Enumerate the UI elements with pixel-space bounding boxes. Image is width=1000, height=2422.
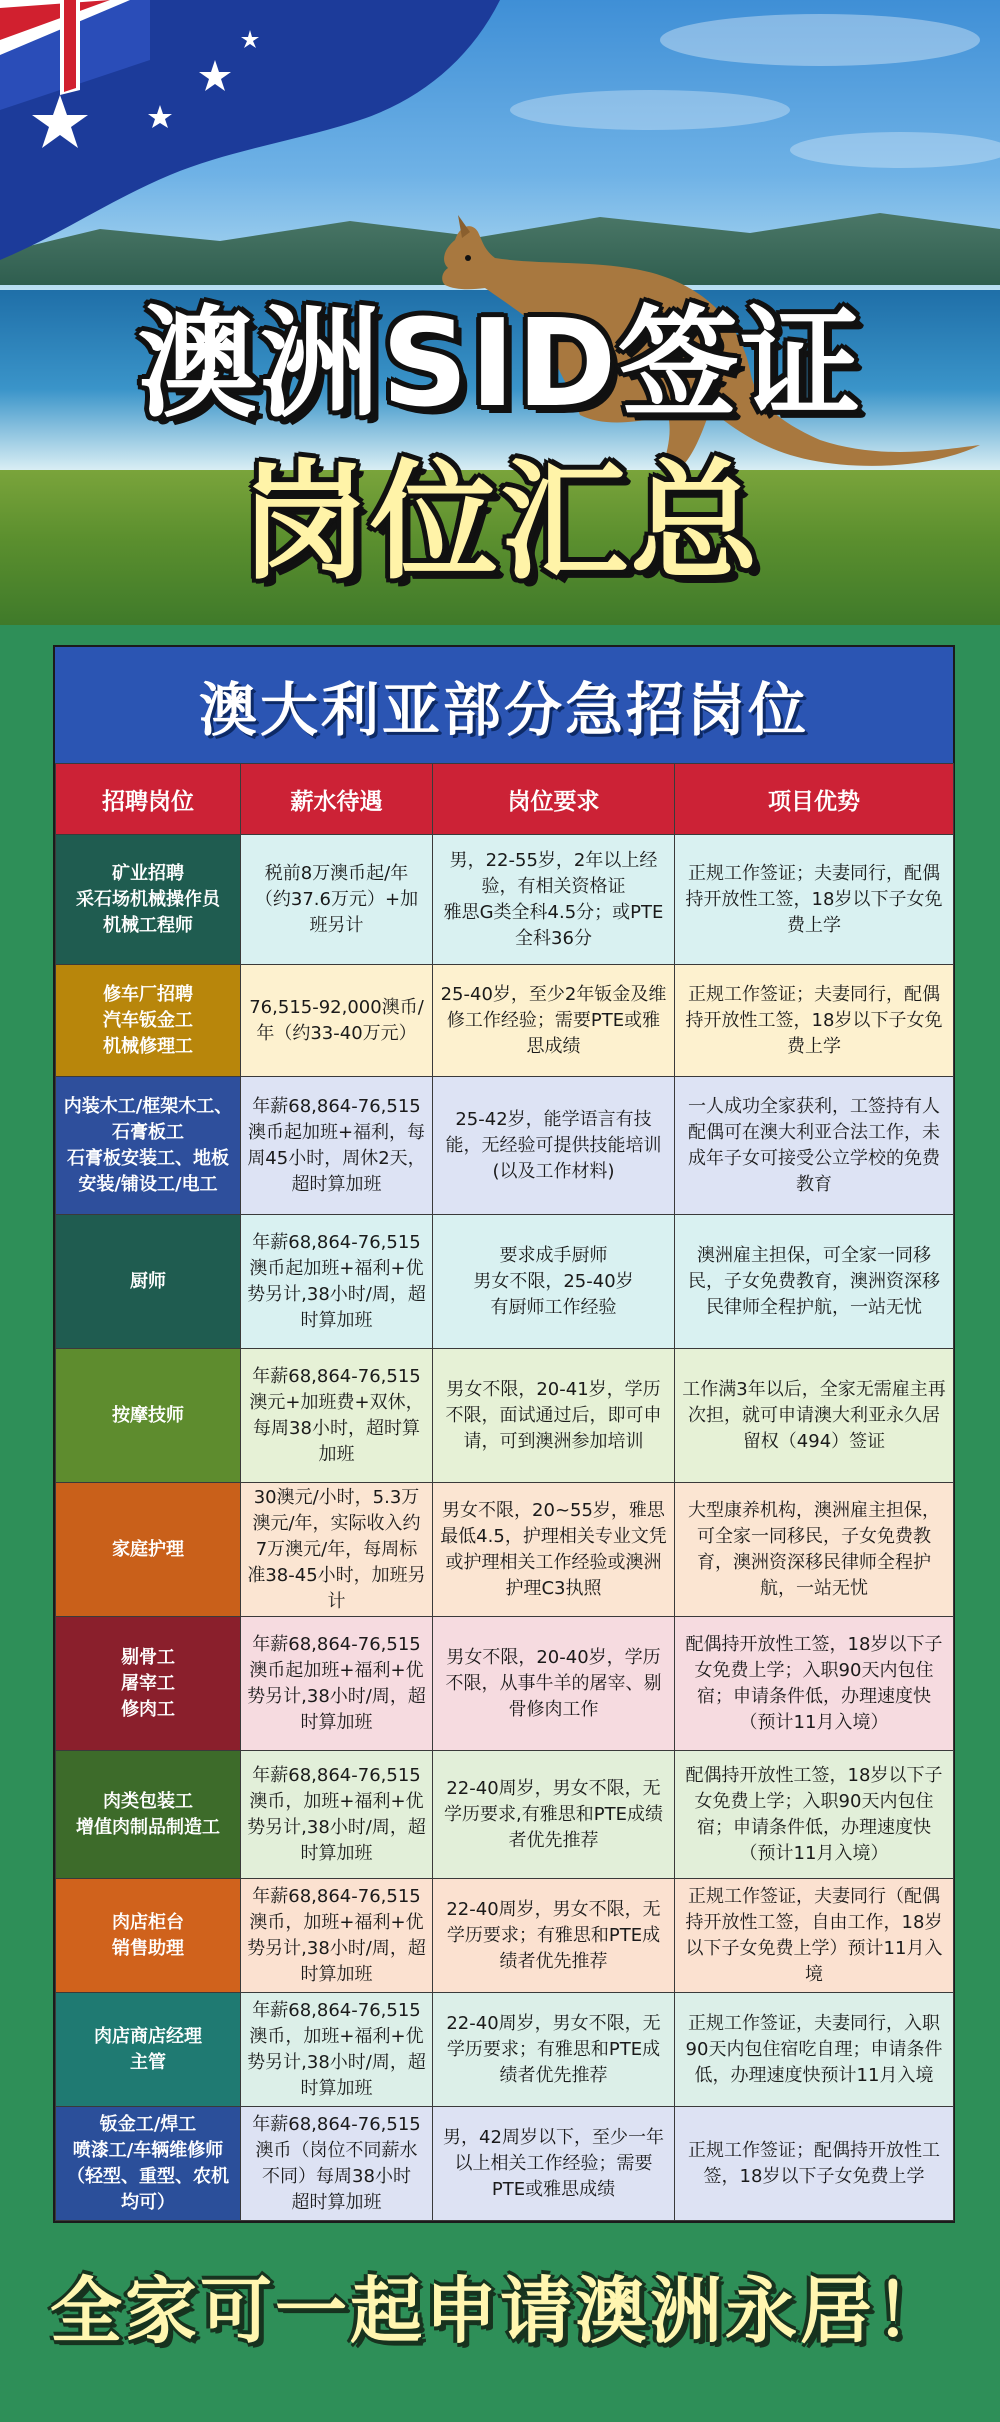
hero-title-line2: 岗位汇总 [239, 448, 760, 597]
salary-cell: 年薪68,864-76,515澳币起加班+福利+优势另计,38小时/周，超时算加班 [241, 1617, 433, 1751]
requirement-cell: 22-40周岁，男女不限，无学历要求；有雅思和PTE成绩者优先推荐 [433, 1879, 675, 1993]
salary-cell: 年薪68,864-76,515澳币（岗位不同薪水不同）每周38小时 超时算加班 [241, 2107, 433, 2221]
advantage-cell: 工作满3年以后，全家无需雇主再次担，就可申请澳大利亚永久居留权（494）签证 [675, 1349, 954, 1483]
advantage-cell: 澳洲雇主担保，可全家一同移民，子女免费教育，澳洲资深移民律师全程护航，一站无忧 [675, 1215, 954, 1349]
salary-cell: 年薪68,864-76,515澳币，加班+福利+优势另计,38小时/周，超时算加班 [241, 1993, 433, 2107]
job-position-cell: 肉店柜台 销售助理 [56, 1879, 241, 1993]
requirement-cell: 男女不限，20-40岁，学历不限，从事牛羊的屠宰、剔骨修肉工作 [433, 1617, 675, 1751]
salary-cell: 30澳元/小时，5.3万澳元/年，实际收入约7万澳元/年，每周标准38-45小时，加班另计 [241, 1483, 433, 1617]
job-table [55, 763, 954, 2221]
requirement-cell: 男，22-55岁，2年以上经验，有相关资格证 雅思G类全科4.5分；或PTE全科36分 [433, 835, 675, 965]
table-row [56, 965, 954, 1077]
table-row [56, 2107, 954, 2221]
salary-cell: 税前8万澳币起/年（约37.6万元）+加班另计 [241, 835, 433, 965]
requirement-cell: 22-40周岁，男女不限，无学历要求,有雅思和PTE成绩者优先推荐 [433, 1751, 675, 1879]
requirement-cell: 男女不限，20~55岁，雅思最低4.5，护理相关专业文凭或护理相关工作经验或澳洲护理C3执照 [433, 1483, 675, 1617]
hero-banner [0, 0, 1000, 625]
job-position-cell: 修车厂招聘 汽车钣金工 机械修理工 [56, 965, 241, 1077]
footer-slogan: 全家可一起申请澳洲永居！ [49, 2269, 950, 2353]
salary-cell: 年薪68,864-76,515澳币，加班+福利+优势另计,38小时/周，超时算加班 [241, 1751, 433, 1879]
requirement-cell: 要求成手厨师 男女不限，25-40岁 有厨师工作经验 [433, 1215, 675, 1349]
table-title: 澳大利亚部分急招岗位 [55, 647, 953, 763]
header-salary: 薪水待遇 [241, 764, 433, 835]
header-requirement: 岗位要求 [433, 764, 675, 835]
table-row [56, 1077, 954, 1215]
salary-cell: 年薪68,864-76,515澳币起加班+福利+优势另计,38小时/周，超时算加班 [241, 1215, 433, 1349]
job-position-cell: 肉类包装工 增值肉制品制造工 [56, 1751, 241, 1879]
table-header-row [56, 764, 954, 835]
job-position-cell: 矿业招聘 采石场机械操作员 机械工程师 [56, 835, 241, 965]
table-row [56, 1349, 954, 1483]
table-row [56, 1879, 954, 1993]
job-position-cell: 按摩技师 [56, 1349, 241, 1483]
requirement-cell: 男，42周岁以下，至少一年以上相关工作经验；需要PTE或雅思成绩 [433, 2107, 675, 2221]
advantage-cell: 正规工作签证，夫妻同行（配偶持开放性工签，自由工作，18岁以下子女免费上学）预计11月入境 [675, 1879, 954, 1993]
requirement-cell: 25-40岁，至少2年钣金及维修工作经验；需要PTE或雅思成绩 [433, 965, 675, 1077]
advantage-cell: 正规工作签证；夫妻同行，配偶持开放性工签，18岁以下子女免费上学 [675, 965, 954, 1077]
header-advantage: 项目优势 [675, 764, 954, 835]
hero-title-line1: 澳洲SID签证 [137, 295, 863, 434]
table-row [56, 1215, 954, 1349]
advantage-cell: 正规工作签证；配偶持开放性工签，18岁以下子女免费上学 [675, 2107, 954, 2221]
table-row [56, 1993, 954, 2107]
table-row [56, 1751, 954, 1879]
table-row [56, 1617, 954, 1751]
requirement-cell: 25-42岁，能学语言有技能，无经验可提供技能培训(以及工作材料) [433, 1077, 675, 1215]
header-position: 招聘岗位 [56, 764, 241, 835]
advantage-cell: 一人成功全家获利，工签持有人配偶可在澳大利亚合法工作，未成年子女可接受公立学校的免费教育 [675, 1077, 954, 1215]
table-row [56, 1483, 954, 1617]
table-row [56, 835, 954, 965]
advantage-cell: 正规工作签证，夫妻同行，入职90天内包住宿吃自理；申请条件低，办理速度快预计11月入境 [675, 1993, 954, 2107]
job-table-card [53, 645, 955, 2223]
advantage-cell: 配偶持开放性工签，18岁以下子女免费上学；入职90天内包住宿；申请条件低，办理速度快（预计11月入境） [675, 1617, 954, 1751]
requirement-cell: 22-40周岁，男女不限，无学历要求；有雅思和PTE成绩者优先推荐 [433, 1993, 675, 2107]
salary-cell: 年薪68,864-76,515澳币，加班+福利+优势另计,38小时/周，超时算加班 [241, 1879, 433, 1993]
salary-cell: 76,515-92,000澳币/年（约33-40万元） [241, 965, 433, 1077]
salary-cell: 年薪68,864-76,515澳币起加班+福利，每周45小时，周休2天，超时算加班 [241, 1077, 433, 1215]
job-position-cell: 剔骨工 屠宰工 修肉工 [56, 1617, 241, 1751]
requirement-cell: 男女不限，20-41岁，学历不限，面试通过后，即可申请，可到澳洲参加培训 [433, 1349, 675, 1483]
job-position-cell: 厨师 [56, 1215, 241, 1349]
job-position-cell: 肉店商店经理 主管 [56, 1993, 241, 2107]
job-position-cell: 钣金工/焊工 喷漆工/车辆维修师（轻型、重型、农机均可） [56, 2107, 241, 2221]
job-position-cell: 家庭护理 [56, 1483, 241, 1617]
advantage-cell: 正规工作签证；夫妻同行，配偶持开放性工签，18岁以下子女免费上学 [675, 835, 954, 965]
advantage-cell: 大型康养机构，澳洲雇主担保，可全家一同移民，子女免费教育，澳洲资深移民律师全程护航，一站无忧 [675, 1483, 954, 1617]
advantage-cell: 配偶持开放性工签，18岁以下子女免费上学；入职90天内包住宿；申请条件低，办理速度快（预计11月入境） [675, 1751, 954, 1879]
job-position-cell: 内装木工/框架木工、石膏板工 石膏板安装工、地板安装/铺设工/电工 [56, 1077, 241, 1215]
salary-cell: 年薪68,864-76,515 澳元+加班费+双休，每周38小时，超时算加班 [241, 1349, 433, 1483]
